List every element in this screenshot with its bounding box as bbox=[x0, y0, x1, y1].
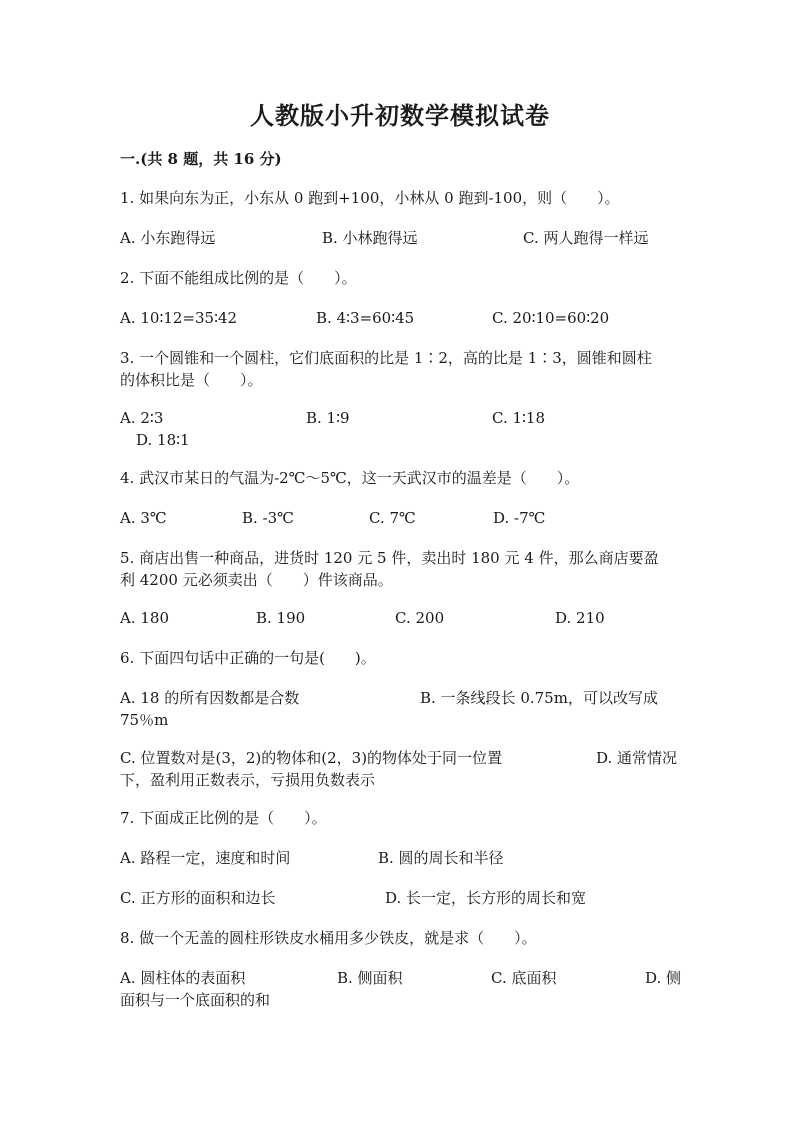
question-2-option-a[interactable]: A. 10∶12=35∶42 bbox=[120, 309, 238, 327]
question-4-option-c[interactable]: C. 7℃ bbox=[369, 509, 416, 527]
question-6-option-d-continued: 下，盈利用正数表示，亏损用负数表示 bbox=[120, 771, 376, 789]
question-3-stem-line-1: 3. 一个圆锥和一个圆柱，它们底面积的比是 1∶2，高的比是 1∶3，圆锥和圆柱 bbox=[120, 349, 652, 367]
question-4-option-d[interactable]: D. -7℃ bbox=[493, 509, 546, 527]
question-4-stem: 4. 武汉市某日的气温为-2℃～5℃，这一天武汉市的温差是（ ）。 bbox=[120, 469, 580, 487]
page-title: 人教版小升初数学模拟试卷 bbox=[250, 101, 550, 130]
question-7-stem: 7. 下面成正比例的是（ ）。 bbox=[120, 809, 327, 827]
question-3-option-a[interactable]: A. 2∶3 bbox=[120, 409, 164, 427]
question-3-option-b[interactable]: B. 1∶9 bbox=[306, 409, 350, 427]
question-3-option-d[interactable]: D. 18∶1 bbox=[136, 431, 190, 449]
question-7-option-c[interactable]: C. 正方形的面积和边长 bbox=[120, 889, 276, 907]
question-2-option-c[interactable]: C. 20∶10=60∶20 bbox=[492, 309, 610, 327]
question-8-option-a[interactable]: A. 圆柱体的表面积 bbox=[120, 969, 246, 987]
question-8-option-b[interactable]: B. 侧面积 bbox=[337, 969, 403, 987]
question-5-stem-line-1: 5. 商店出售一种商品，进货时 120 元 5 件，卖出时 180 元 4 件，那么商店要盈 bbox=[120, 549, 659, 567]
question-3-option-c[interactable]: C. 1∶18 bbox=[492, 409, 546, 427]
question-6-stem: 6. 下面四句话中正确的一句是( )。 bbox=[120, 649, 376, 667]
question-1-option-b[interactable]: B. 小林跑得远 bbox=[322, 229, 418, 247]
question-6-option-d[interactable]: D. 通常情况 bbox=[596, 749, 678, 767]
question-3-stem-line-2: 的体积比是（ ）。 bbox=[120, 371, 263, 389]
question-8-stem: 8. 做一个无盖的圆柱形铁皮水桶用多少铁皮，就是求（ ）。 bbox=[120, 929, 537, 947]
question-8-option-d[interactable]: D. 侧 bbox=[645, 969, 682, 987]
question-1-stem: 1. 如果向东为正，小东从 0 跑到+100，小林从 0 跑到-100，则（ ）。 bbox=[120, 189, 620, 207]
question-5-option-a[interactable]: A. 180 bbox=[120, 609, 169, 627]
question-5-stem-line-2: 利 4200 元必须卖出（ ）件该商品。 bbox=[120, 571, 393, 589]
question-4-option-b[interactable]: B. -3℃ bbox=[242, 509, 294, 527]
question-1-option-c[interactable]: C. 两人跑得一样远 bbox=[523, 229, 649, 247]
question-7-option-b[interactable]: B. 圆的周长和半径 bbox=[378, 849, 504, 867]
question-5-option-d[interactable]: D. 210 bbox=[555, 609, 605, 627]
question-5-option-b[interactable]: B. 190 bbox=[256, 609, 306, 627]
question-7-option-d[interactable]: D. 长一定，长方形的周长和宽 bbox=[385, 889, 587, 907]
section-heading: 一.(共 8 题，共 16 分) bbox=[120, 150, 282, 168]
question-6-option-b-continued: 75％m bbox=[120, 711, 169, 729]
question-8-option-c[interactable]: C. 底面积 bbox=[491, 969, 557, 987]
question-6-option-b[interactable]: B. 一条线段长 0.75m，可以改写成 bbox=[420, 689, 658, 707]
question-6-option-a[interactable]: A. 18 的所有因数都是合数 bbox=[120, 689, 300, 707]
question-5-option-c[interactable]: C. 200 bbox=[395, 609, 445, 627]
question-8-option-d-continued: 面积与一个底面积的和 bbox=[120, 991, 271, 1009]
question-6-option-c[interactable]: C. 位置数对是(3，2)的物体和(2，3)的物体处于同一位置 bbox=[120, 749, 503, 767]
question-2-stem: 2. 下面不能组成比例的是（ ）。 bbox=[120, 269, 357, 287]
question-1-option-a[interactable]: A. 小东跑得远 bbox=[120, 229, 216, 247]
question-7-option-a[interactable]: A. 路程一定，速度和时间 bbox=[120, 849, 291, 867]
question-4-option-a[interactable]: A. 3℃ bbox=[120, 509, 167, 527]
question-2-option-b[interactable]: B. 4∶3=60∶45 bbox=[316, 309, 415, 327]
